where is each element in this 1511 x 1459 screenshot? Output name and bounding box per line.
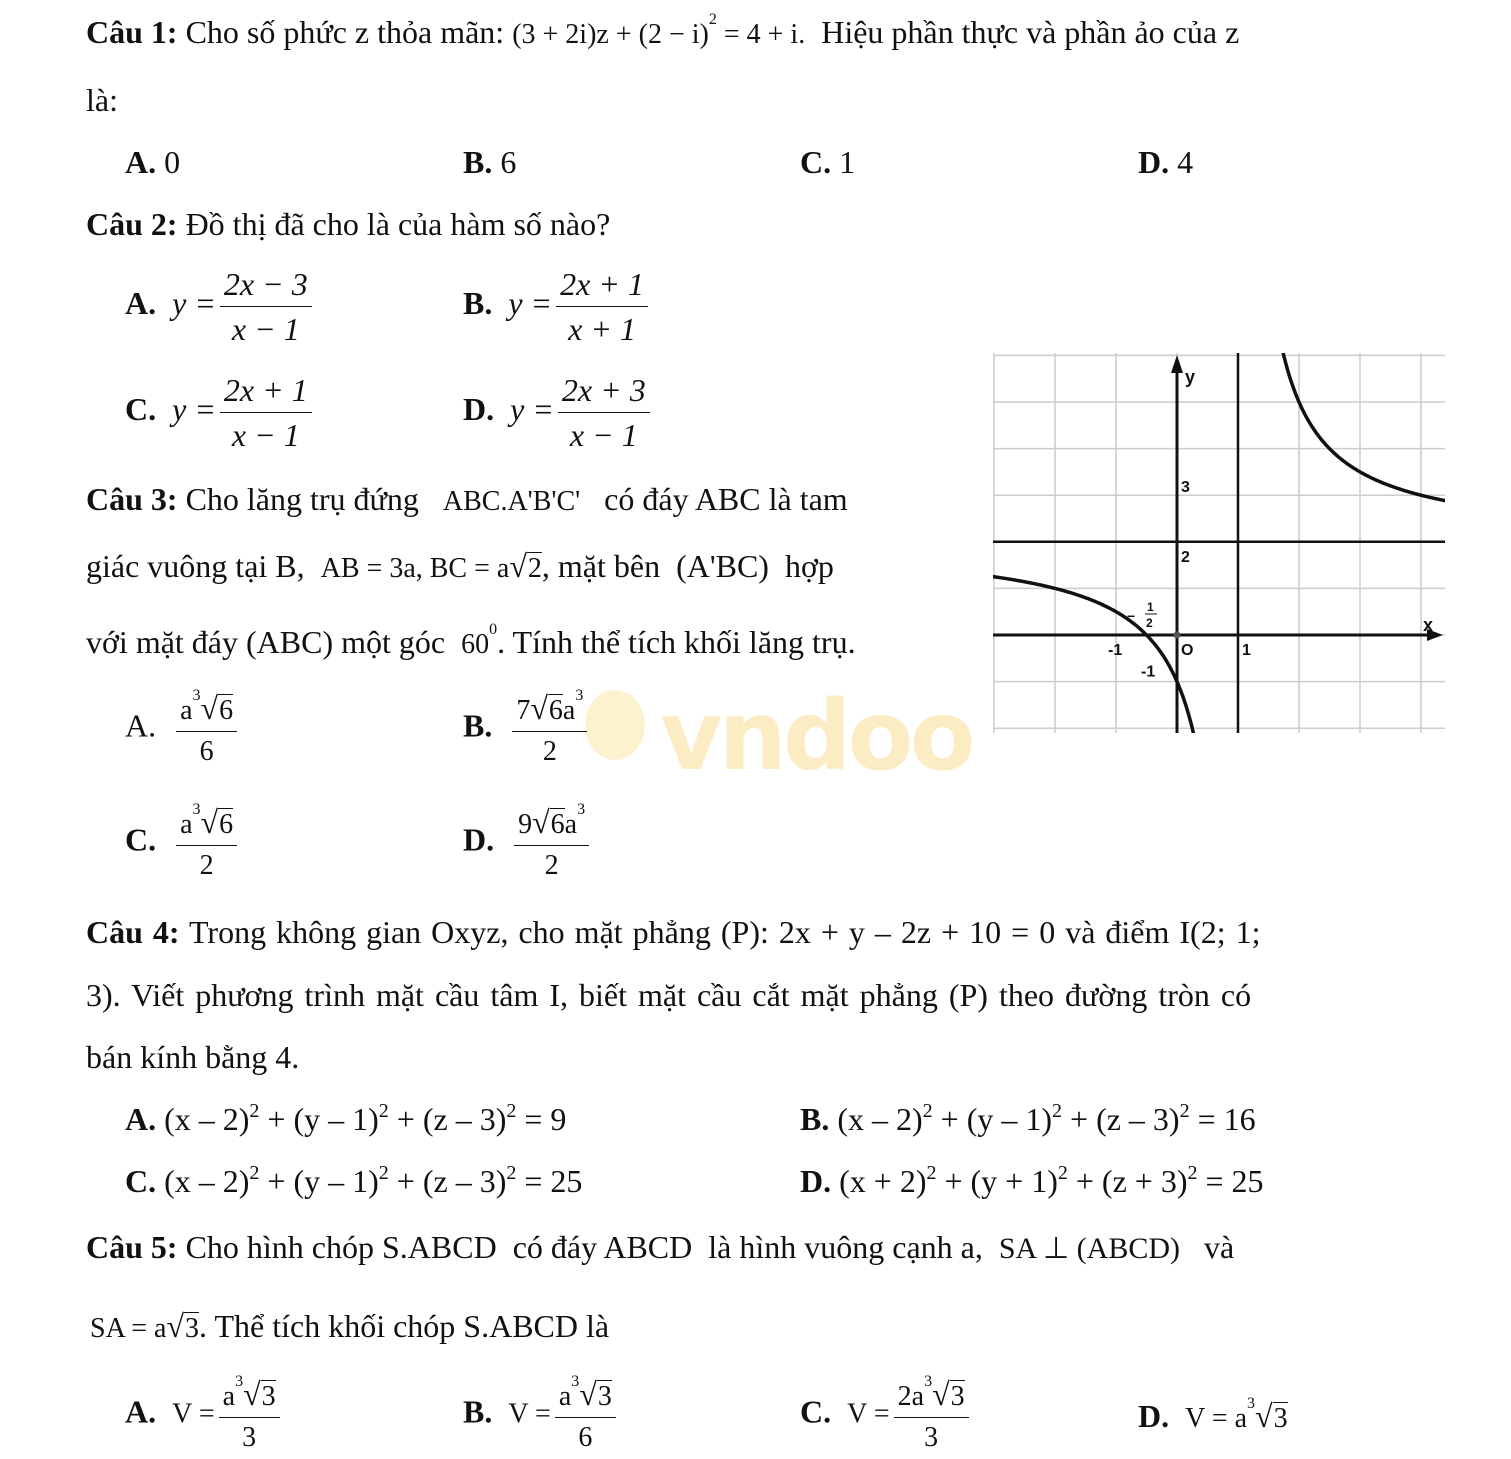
q1-text: Cho số phức z thỏa mãn: [185, 14, 505, 50]
exp: 2 [506, 1162, 517, 1184]
num-exp: 3 [192, 687, 201, 704]
q1-text2: Hiệu phần thực và phần ảo của z [821, 14, 1240, 50]
denominator: 3 [924, 1422, 939, 1453]
term: (x + 2) [839, 1163, 927, 1199]
q5-option-c[interactable] [800, 1373, 973, 1453]
exp: 3 [1247, 1395, 1256, 1412]
q5-label: Câu 5: [86, 1229, 178, 1265]
q5-option-d[interactable]: D. $V = a^3√3$ [1138, 1395, 1288, 1434]
q3-lengths-text: AB = 3a, BC = a [320, 553, 510, 584]
q2-line1 [86, 208, 610, 240]
exp: 2 [1187, 1162, 1198, 1184]
rhs: = 16 [1189, 1101, 1256, 1137]
q5-line1 [86, 1231, 1234, 1264]
q1-eq-rhs: = 4 + i. [723, 19, 806, 50]
tick-label-x-1: 1 [1242, 642, 1251, 659]
q5-text: và [1204, 1229, 1235, 1265]
numerator: $a^3√3$ [555, 1378, 616, 1418]
denominator: x + 1 [568, 311, 636, 347]
num-exp: 3 [571, 1373, 580, 1390]
q3-option-c[interactable] [125, 801, 241, 881]
curve-left-branch [993, 576, 1194, 733]
tick-label-half-num: 1 [1147, 600, 1154, 614]
q1-equation [512, 11, 806, 50]
tick-label-y-2: 2 [1181, 548, 1190, 566]
option-key: C. [125, 390, 157, 427]
exp: 2 [1179, 1100, 1190, 1122]
term: + (z – 3) [388, 1101, 507, 1137]
tick-label-y-neg1: -1 [1141, 663, 1156, 681]
q4-option-c[interactable] [125, 1162, 583, 1199]
option-key: D. [1138, 1398, 1170, 1434]
q5-text: là hình vuông cạnh a, [708, 1229, 983, 1265]
option-lhs: V = [847, 1398, 890, 1430]
exp: 2 [378, 1100, 389, 1122]
q1-line2: là: [86, 82, 118, 118]
option-fraction [555, 1373, 616, 1453]
option-lhs: V = [172, 1398, 215, 1430]
option-fraction [894, 1373, 969, 1453]
rhs: = 9 [516, 1101, 567, 1137]
num-exp: 3 [235, 1373, 244, 1390]
q3-lengths [320, 548, 542, 584]
q5-perp: SA ⊥ (ABCD) [998, 1232, 1181, 1265]
option-value: 0 [164, 144, 181, 180]
q5-sa: SA = a [90, 1313, 167, 1344]
q3-line1 [86, 483, 848, 516]
q4-text: Trong không gian Oxyz, cho mặt phẳng (P): 2x + y – 2z + 10 = 0 và điểm I(2; 1; [188, 914, 1261, 950]
q2-option-b[interactable] [463, 268, 652, 345]
denominator: 2 [544, 850, 559, 881]
num-a: a [564, 809, 578, 840]
option-key: C. [125, 1163, 157, 1199]
q5-text: có đáy ABCD [512, 1229, 693, 1265]
q3-label: Câu 3: [86, 481, 178, 517]
q5-option-a[interactable] [125, 1373, 284, 1453]
option-value: 4 [1177, 144, 1194, 180]
denominator: 2 [199, 850, 214, 881]
q4-line2: 3). Viết phương trình mặt cầu tâm I, biết mặt cầu cắt mặt phẳng (P) theo đường tròn có [86, 977, 1252, 1013]
option-fraction [219, 1373, 280, 1453]
exp: 2 [1057, 1162, 1068, 1184]
origin-point [1174, 632, 1181, 639]
q4-line3: bán kính bằng 4. [86, 1039, 300, 1075]
term: (x – 2) [164, 1101, 250, 1137]
exp: 2 [922, 1100, 933, 1122]
numerator: $a^3√6$ [176, 692, 237, 732]
radicand: 6 [219, 695, 234, 726]
num-exp: 3 [575, 687, 584, 704]
num-coef: 7 [516, 695, 531, 726]
option-key: A. [125, 144, 157, 180]
option-lhs: y = [508, 284, 553, 321]
origin-label: O [1181, 642, 1194, 659]
radicand: 2 [527, 553, 542, 584]
denominator: x − 1 [569, 417, 638, 453]
q3-line2 [86, 550, 834, 583]
numerator: $2a^3√3$ [894, 1378, 969, 1418]
q3-text: Cho lăng trụ đứng [185, 481, 419, 517]
q3-text: giác vuông tại B, [86, 548, 305, 584]
denominator: 3 [242, 1422, 257, 1453]
q4-line1 [86, 916, 1260, 948]
numerator: 2x + 3 [558, 374, 650, 413]
exp: 2 [1052, 1100, 1063, 1122]
q4-option-b[interactable] [800, 1100, 1256, 1137]
denominator: 2 [542, 736, 557, 767]
q5-option-b[interactable] [463, 1373, 620, 1453]
rhs: = 25 [1197, 1163, 1264, 1199]
q4-option-a[interactable] [125, 1100, 567, 1137]
q1-option-c[interactable] [800, 146, 855, 178]
option-key: D. [800, 1163, 832, 1199]
option-lhs: y = [172, 390, 216, 427]
numerator: $9√6a^3$ [514, 806, 589, 846]
q1-label: Câu 1: [86, 14, 178, 50]
radicand: 6 [550, 809, 565, 840]
option-fraction [176, 687, 237, 767]
q5-text: . Thể tích khối chóp S.ABCD là [199, 1308, 610, 1344]
exp: 2 [506, 1100, 517, 1122]
exp: 2 [249, 1100, 260, 1122]
numerator: 2x + 1 [220, 374, 312, 413]
watermark-logo: vndoo [660, 680, 972, 792]
term: + (z – 3) [388, 1163, 507, 1199]
option-key: B. [800, 1101, 830, 1137]
option-fraction [558, 374, 650, 451]
q3-angle: 60 [461, 629, 490, 660]
option-key: D. [463, 390, 495, 427]
q3-text: có đáy ABC là tam [604, 481, 848, 517]
numerator: 2x − 3 [220, 268, 312, 307]
term: + (y – 1) [259, 1101, 379, 1137]
q3-text: với mặt đáy (ABC) một góc [86, 624, 446, 660]
tick-label-half-den: 2 [1146, 616, 1153, 630]
radicand: 3 [597, 1381, 612, 1412]
q3-text: , mặt bên [541, 548, 661, 584]
option-key: B. [463, 284, 493, 321]
q5-text: Cho hình chóp S.ABCD [185, 1229, 497, 1265]
term: + (z + 3) [1067, 1163, 1188, 1199]
y-axis-label: y [1185, 367, 1196, 387]
q3-text: hợp [784, 548, 834, 584]
term: + (y – 1) [932, 1101, 1053, 1137]
option-value: 1 [839, 144, 856, 180]
denominator: x − 1 [231, 311, 300, 347]
q2-option-c[interactable] [125, 374, 316, 451]
tick-label-half-sign: − [1127, 608, 1136, 624]
q3-option-d[interactable] [463, 801, 593, 881]
q3-text: . Tính thể tích khối lăng trụ. [497, 624, 856, 660]
term: + (y – 1) [259, 1163, 379, 1199]
option-key: C. [800, 1393, 832, 1430]
q1-eq-lhs: (3 + 2i)z + (2 − i) [512, 19, 709, 50]
sqrt-icon: √ [509, 548, 527, 584]
option-fraction [512, 687, 587, 767]
option-key: A. [125, 284, 157, 321]
option-fraction [220, 268, 312, 345]
denominator: x − 1 [231, 417, 300, 453]
q4-option-d[interactable] [800, 1162, 1264, 1199]
radicand: 6 [548, 695, 563, 726]
option-key: A. [125, 1101, 157, 1137]
radicand: 3 [1273, 1403, 1288, 1434]
option-lhs: V = a [1185, 1403, 1248, 1434]
exp: 2 [249, 1162, 260, 1184]
q1-option-d[interactable] [1138, 146, 1193, 178]
option-key: D. [1138, 144, 1170, 180]
option-lhs: y = [510, 390, 554, 427]
term: (x – 2) [837, 1101, 923, 1137]
option-fraction [556, 268, 648, 345]
num-coef: 9 [518, 809, 533, 840]
q1-eq-exp: 2 [708, 11, 717, 28]
option-fraction [176, 801, 237, 881]
option-key: A. [125, 707, 157, 744]
q1-option-b[interactable] [463, 146, 516, 178]
rhs: = 25 [516, 1163, 583, 1199]
option-lhs: y = [172, 284, 216, 321]
option-fraction [220, 374, 312, 451]
q5-line2: SA = a√3. Thể tích khối chóp S.ABCD là [90, 1308, 610, 1344]
x-axis-label: x [1423, 615, 1434, 635]
option-key: C. [125, 821, 157, 858]
option-key: A. [125, 1393, 157, 1430]
q1-line1 [86, 11, 1240, 50]
denominator: 6 [578, 1422, 593, 1453]
option-key: C. [800, 144, 832, 180]
radicand: 3 [261, 1381, 276, 1412]
radicand: 3 [950, 1381, 965, 1412]
num-exp: 3 [192, 801, 201, 818]
option-key: B. [463, 1393, 493, 1430]
q4-label: Câu 4: [86, 914, 180, 950]
numerator: $a^3√3$ [219, 1378, 280, 1418]
option-value: 6 [500, 144, 517, 180]
q3-prism: ABC.A'B'C' [442, 486, 581, 517]
degree: 0 [489, 621, 498, 638]
num-a: a [180, 809, 193, 840]
q3-line3 [86, 621, 856, 660]
q3-option-b[interactable] [463, 687, 591, 767]
denominator: 6 [199, 736, 214, 767]
option-key: B. [463, 707, 493, 744]
q2-label: Câu 2: [86, 206, 178, 242]
q2-text: Đồ thị đã cho là của hàm số nào? [185, 206, 611, 242]
watermark-mascot [585, 690, 645, 760]
option-fraction [514, 801, 589, 881]
q2-option-d[interactable] [463, 374, 654, 451]
q3-plane: (A'BC) [676, 548, 769, 584]
term: + (z – 3) [1062, 1101, 1180, 1137]
radicand: 6 [219, 809, 234, 840]
num-exp: 3 [924, 1373, 933, 1390]
numerator: $7√6a^3$ [512, 692, 587, 732]
function-graph [993, 353, 1445, 733]
q2-option-a[interactable] [125, 268, 316, 345]
exp: 2 [378, 1162, 389, 1184]
y-axis-arrow-icon [1171, 355, 1183, 373]
option-key: D. [463, 821, 495, 858]
num-a: a [562, 695, 576, 726]
tick-label-y-3: 3 [1181, 479, 1190, 497]
option-lhs: V = [508, 1398, 551, 1430]
tick-label-x-neg1: -1 [1108, 642, 1123, 659]
q3-option-a[interactable] [125, 687, 241, 767]
term: (x – 2) [164, 1163, 250, 1199]
numerator: 2x + 1 [556, 268, 648, 307]
numerator: $a^3√6$ [176, 806, 237, 846]
exp: 2 [926, 1162, 937, 1184]
q1-option-a[interactable] [125, 146, 180, 178]
num-exp: 3 [577, 801, 586, 818]
term: + (y + 1) [936, 1163, 1058, 1199]
num-a: a [180, 695, 193, 726]
option-key: B. [463, 144, 493, 180]
num-coef: 2 [897, 1381, 912, 1412]
radicand: 3 [185, 1313, 200, 1344]
